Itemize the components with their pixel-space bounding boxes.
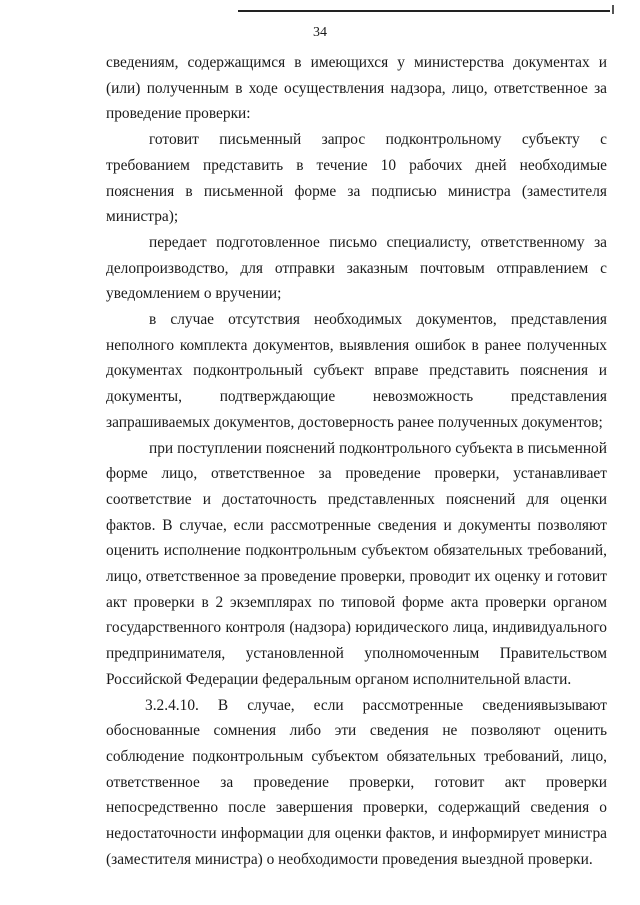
paragraph-clause-3-2-4-10: 3.2.4.10. В случае, если рассмотренные сведениявызывают обоснованные сомнения либо эти сведения не позволяют оценить соблюдение подконтрольным субъектом обязательных требований, лицо, ответственное за проведение проверки, готовит акт проверки непосредственно после завершения проверки, содержащий сведения о недостаточности информации для оценки фактов, и информирует министра (заместителя министра) о необходимости проведения выездной проверки.	[106, 696, 607, 868]
header-mark	[612, 5, 614, 14]
paragraph-continuation: сведениям, содержащимся в имеющихся у министерства документах и (или) полученным в ходе осуществления надзора, лицо, ответственное за проведение проверки:	[106, 54, 607, 123]
page-number: 34	[313, 25, 327, 40]
paragraph-missing-documents: в случае отсутствия необходимых документов, представления неполного комплекта документов, выявления ошибок в ранее полученных документах подконтрольный субъект вправе представить пояснения и документы, подтверждающие невозможность представления запрашиваемых документов, достоверность ранее полученных документов;	[106, 311, 607, 431]
paragraph-explanations-received: при поступлении пояснений подконтрольного субъекта в письменной форме лицо, ответственное за проведение проверки, устанавливает соответствие и достаточность представленных пояснений для оценки фактов. В случае, если рассмотренные сведения и документы позволяют оценить исполнение подконтрольным субъектом обязательных требований, лицо, ответственное за проведение проверки, проводит их оценку и готовит акт проверки в 2 экземплярах по типовой форме акта проверки органом государственного контроля (надзора) юридического лица, индивидуального предпринимателя, установленной уполномоченным Правительством Российской Федерации федеральным органом исполнительной власти.	[106, 439, 607, 688]
header-rule	[238, 10, 610, 12]
body-text	[106, 50, 607, 873]
paragraph-prepare-request: готовит письменный запрос подконтрольному субъекту с требованием представить в течение 10 рабочих дней необходимые пояснения в письменной форме за подписью министра (заместителя министра);	[106, 131, 607, 226]
paragraph-send-letter: передает подготовленное письмо специалисту, ответственному за делопроизводство, для отправки заказным почтовым отправлением с уведомлением о вручении;	[106, 233, 607, 303]
